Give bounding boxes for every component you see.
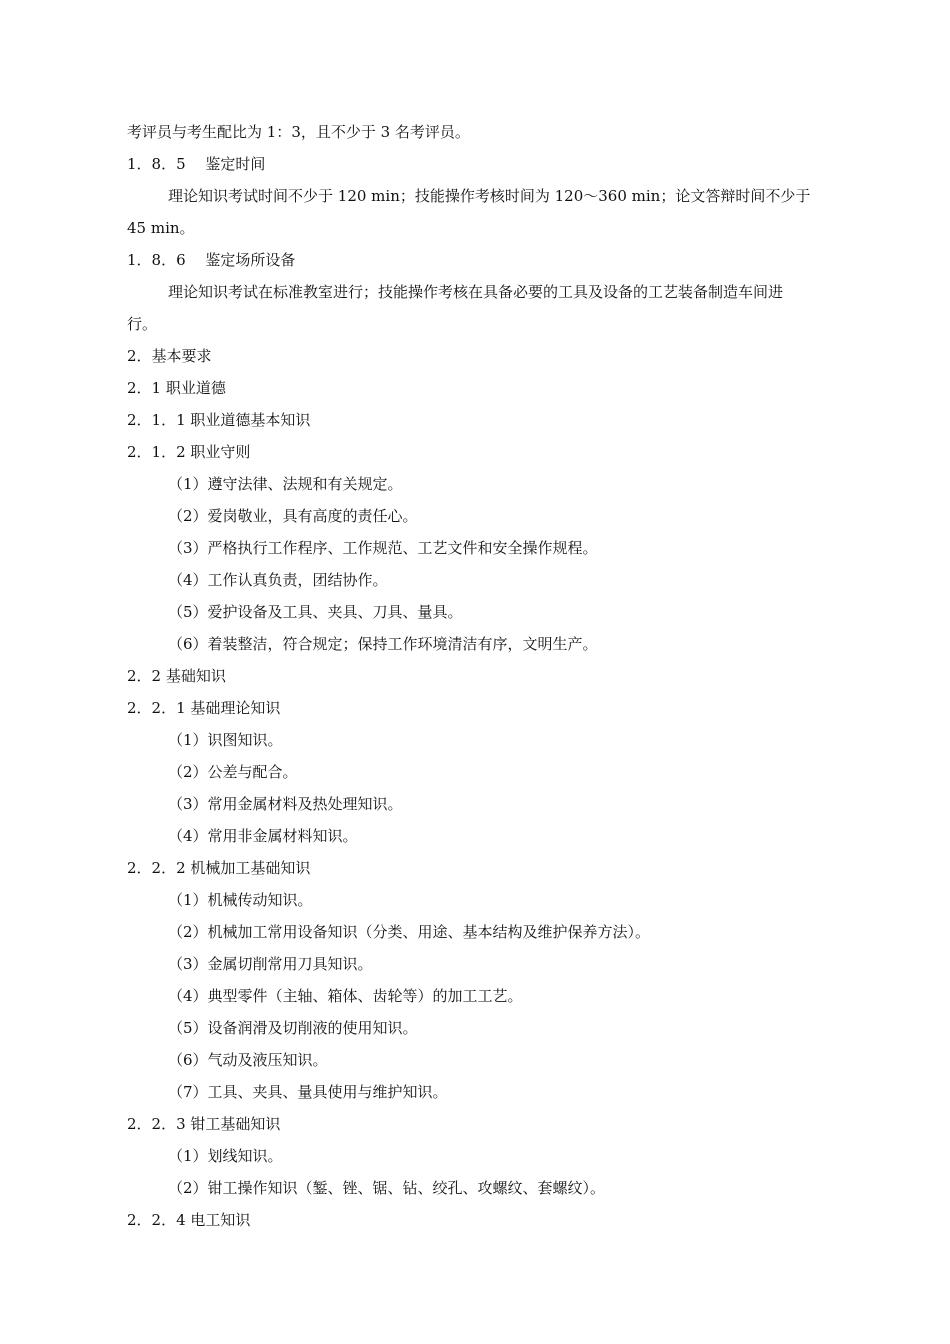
list-item: （3）严格执行工作程序、工作规范、工艺文件和安全操作规程。 bbox=[168, 539, 598, 557]
list-item: （3）金属切削常用刀具知识。 bbox=[168, 955, 373, 973]
heading-2-1-2: 2．1．2 职业守则 bbox=[127, 443, 251, 461]
list-item: （6）气动及液压知识。 bbox=[168, 1051, 328, 1069]
heading-2-1: 2．1 职业道德 bbox=[127, 379, 226, 397]
list-item: （2）爱岗敬业，具有高度的责任心。 bbox=[168, 507, 418, 525]
list-item: （3）常用金属材料及热处理知识。 bbox=[168, 795, 403, 813]
paragraph-line-time: 理论知识考试时间不少于 120 min；技能操作考核时间为 120～360 min；论文答辩时间不少于 bbox=[168, 187, 811, 205]
text-line-examiner-ratio: 考评员与考生配比为 1：3，且不少于 3 名考评员。 bbox=[127, 123, 470, 141]
list-item: （2）钳工操作知识（錾、锉、锯、钻、绞孔、攻螺纹、套螺纹）。 bbox=[168, 1179, 606, 1197]
paragraph-line-time-cont: 45 min。 bbox=[127, 219, 195, 237]
list-item: （2）公差与配合。 bbox=[168, 763, 298, 781]
list-item: （4）常用非金属材料知识。 bbox=[168, 827, 358, 845]
list-item: （2）机械加工常用设备知识（分类、用途、基本结构及维护保养方法）。 bbox=[168, 923, 651, 941]
paragraph-line-venue-cont: 行。 bbox=[127, 315, 158, 333]
paragraph-line-venue: 理论知识考试在标准教室进行；技能操作考核在具备必要的工具及设备的工艺装备制造车间进 bbox=[168, 283, 784, 301]
list-item: （6）着装整洁，符合规定；保持工作环境清洁有序，文明生产。 bbox=[168, 635, 598, 653]
list-item: （1）遵守法律、法规和有关规定。 bbox=[168, 475, 403, 493]
heading-1-8-6: 1．8．6 鉴定场所设备 bbox=[127, 251, 296, 269]
list-item: （1）划线知识。 bbox=[168, 1147, 283, 1165]
heading-2-2-2: 2．2．2 机械加工基础知识 bbox=[127, 859, 311, 877]
heading-2-2-1: 2．2．1 基础理论知识 bbox=[127, 699, 281, 717]
heading-2-1-1: 2．1．1 职业道德基本知识 bbox=[127, 411, 311, 429]
list-item: （5）设备润滑及切削液的使用知识。 bbox=[168, 1019, 418, 1037]
list-item: （4）工作认真负责，团结协作。 bbox=[168, 571, 388, 589]
heading-2-2-3: 2．2．3 钳工基础知识 bbox=[127, 1115, 281, 1133]
heading-1-8-5: 1．8．5 鉴定时间 bbox=[127, 155, 266, 173]
list-item: （1）机械传动知识。 bbox=[168, 891, 313, 909]
list-item: （4）典型零件（主轴、箱体、齿轮等）的加工工艺。 bbox=[168, 987, 523, 1005]
list-item: （7）工具、夹具、量具使用与维护知识。 bbox=[168, 1083, 448, 1101]
list-item: （1）识图知识。 bbox=[168, 731, 283, 749]
heading-2-2: 2．2 基础知识 bbox=[127, 667, 226, 685]
heading-2-2-4: 2．2．4 电工知识 bbox=[127, 1211, 251, 1229]
heading-2: 2．基本要求 bbox=[127, 347, 212, 365]
list-item: （5）爱护设备及工具、夹具、刀具、量具。 bbox=[168, 603, 463, 621]
